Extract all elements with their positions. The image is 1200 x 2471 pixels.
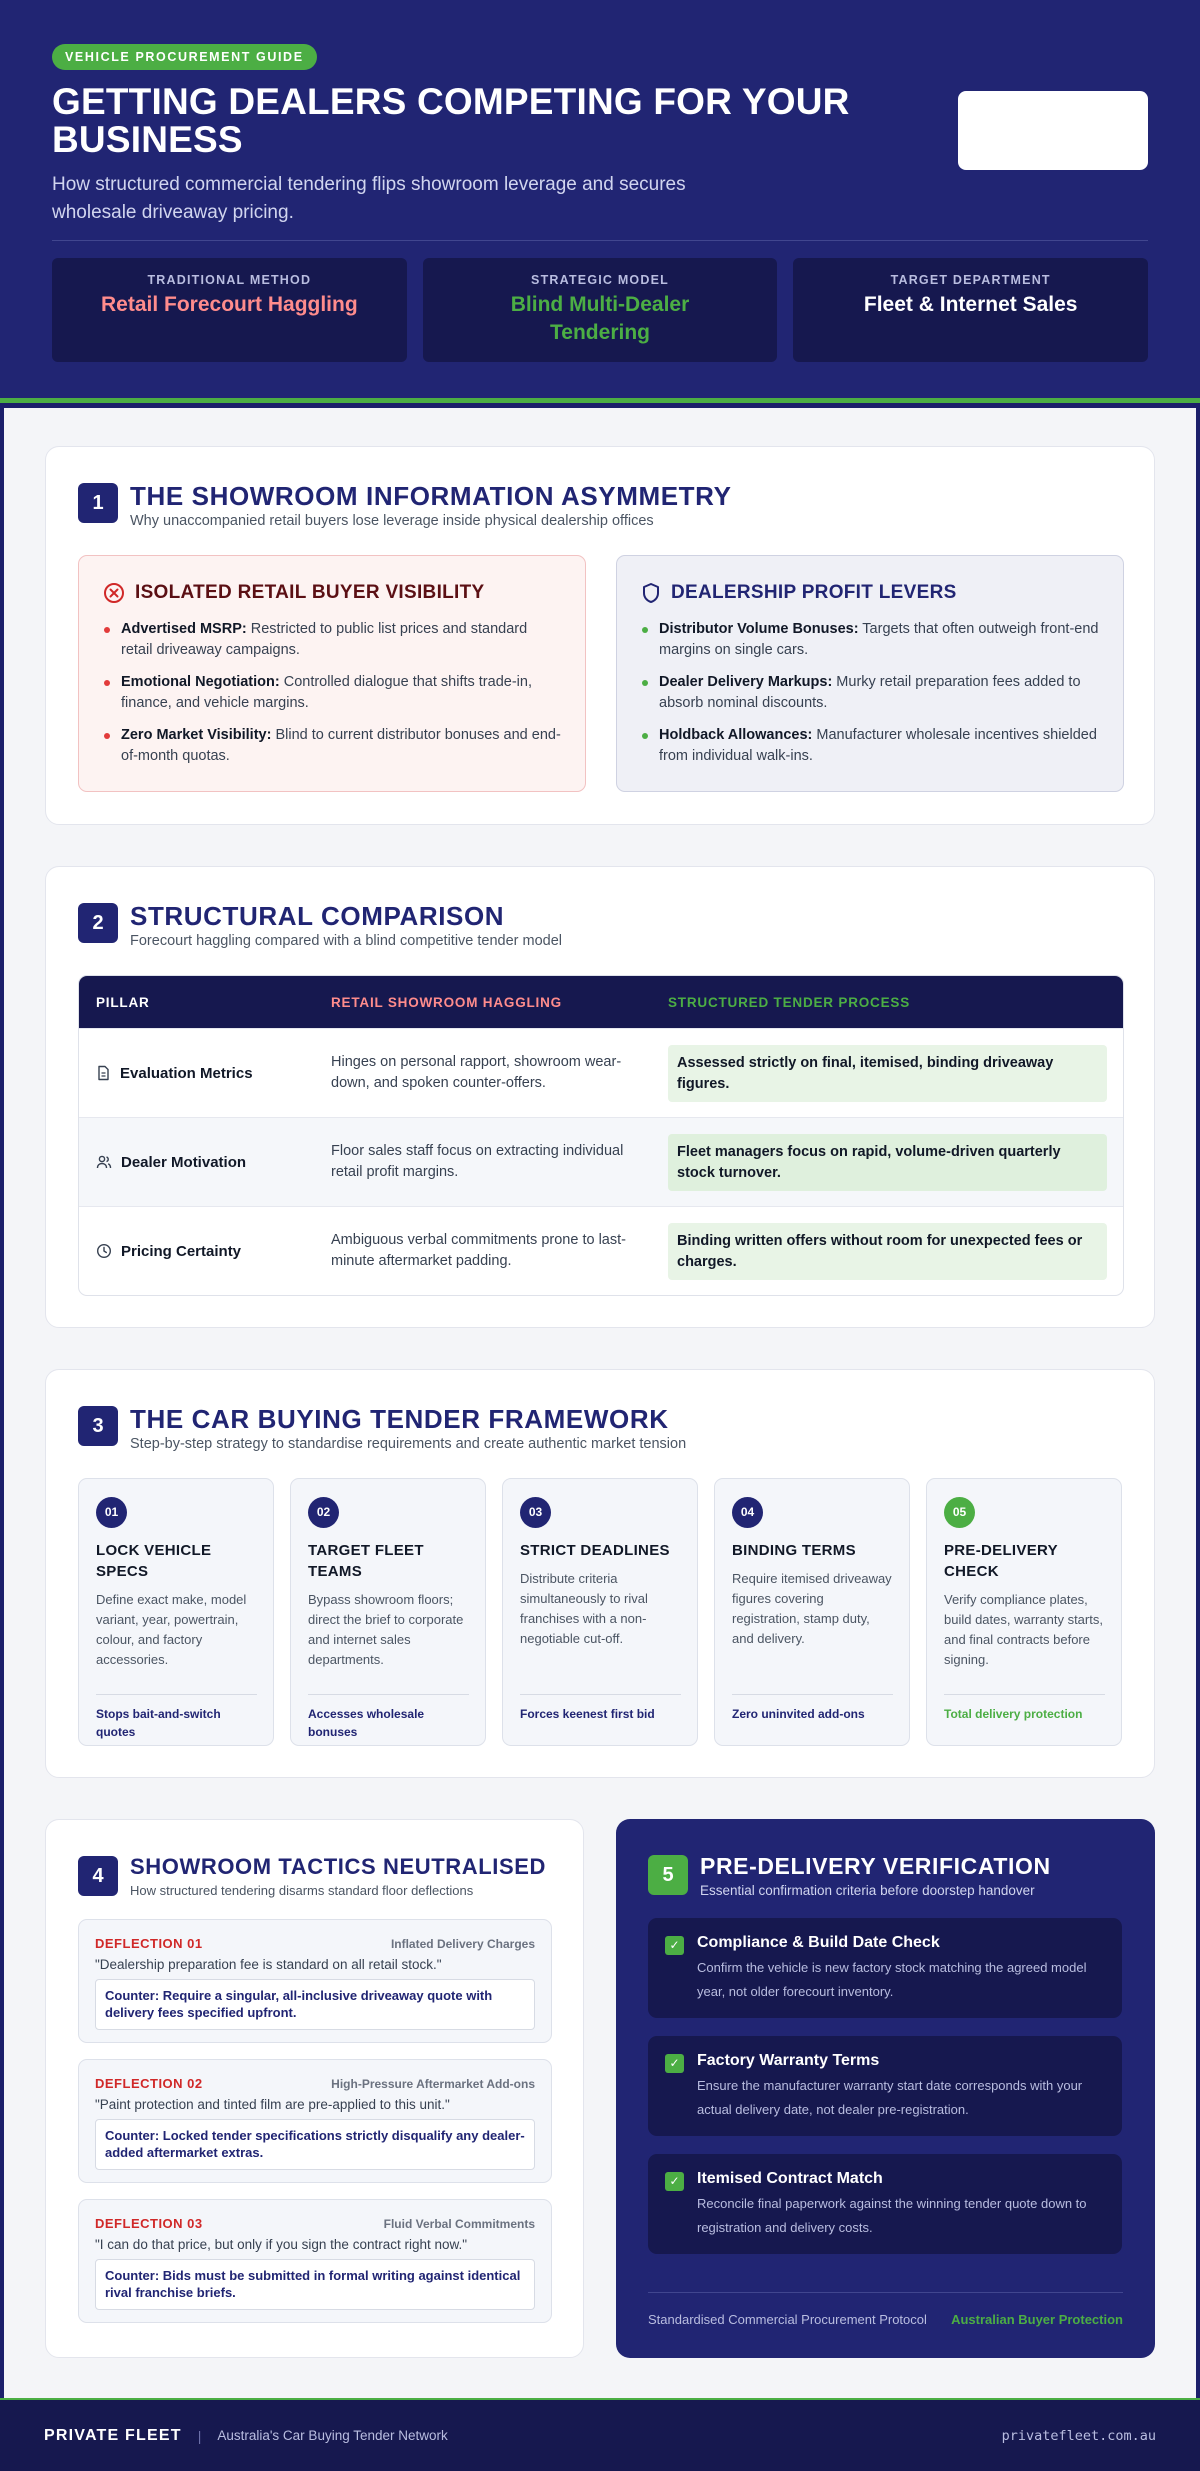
section-subtitle: Step-by-step strategy to standardise requirements and create authentic market tension (130, 1436, 687, 1452)
list-item: Holdback Allowances: Manufacturer wholesale incentives shielded from individual walk-ins. (641, 725, 1099, 767)
step-title: STRICT DEADLINES (520, 1542, 670, 1559)
check-icon: ✓ (665, 1936, 684, 1955)
divider (52, 240, 1148, 241)
list-item: Emotional Negotiation: Controlled dialogue that shifts trade-in, finance, and vehicle margins. (103, 672, 561, 714)
retail-cell: Floor sales staff focus on extracting individual retail profit margins. (331, 1143, 624, 1180)
check-icon: ✓ (665, 2172, 684, 2191)
step-number: 05 (944, 1497, 975, 1528)
column-header: STRUCTURED TENDER PROCESS (668, 994, 911, 1010)
verification-item (648, 2154, 1122, 2254)
deflection-tag: Inflated Delivery Charges (390, 1936, 535, 1951)
section-subtitle: Why unaccompanied retail buyers lose leverage inside physical dealership offices (130, 513, 654, 529)
step-card (290, 1478, 486, 1746)
logo-placeholder (958, 91, 1148, 170)
tender-cell: Assessed strictly on final, itemised, binding driveaway figures. (668, 1045, 1123, 1102)
verification-item (648, 2036, 1122, 2136)
protection-label: Australian Buyer Protection (951, 2312, 1123, 2327)
step-outcome: Zero uninvited add-ons (732, 1694, 893, 1723)
deflection-quote: "I can do that price, but only if you sign the contract right now." (95, 2237, 468, 2252)
brand-tagline: Australia's Car Buying Tender Network (217, 2428, 448, 2443)
section-subtitle: How structured tendering disarms standard floor deflections (130, 1883, 474, 1898)
deflection-quote: "Dealership preparation fee is standard on all retail stock." (95, 1957, 442, 1972)
step-outcome: Total delivery protection (944, 1694, 1105, 1723)
deflection-label: DEFLECTION 01 (95, 1936, 203, 1951)
retail-buyer-panel (78, 555, 586, 792)
main-content (4, 408, 1196, 2398)
pillar-cell: Pricing Certainty (79, 1243, 331, 1260)
panel-heading (103, 582, 561, 604)
deflection-tag: High-Pressure Aftermarket Add-ons (331, 2076, 535, 2091)
method-card-strategic (423, 258, 778, 362)
brand-name: PRIVATE FLEET (44, 2426, 182, 2444)
step-description: Bypass showroom floors; direct the brief to corporate and internet sales departments. (308, 1592, 464, 1667)
deflection-counter: Counter: Require a singular, all-inclusive driveaway quote with delivery fees specified upfront. (95, 1979, 535, 2030)
section-subtitle: Forecourt haggling compared with a blind competitive tender model (130, 933, 563, 949)
deflection-label: DEFLECTION 02 (95, 2076, 203, 2091)
pillar-cell: Evaluation Metrics (79, 1065, 331, 1082)
retail-cell: Hinges on personal rapport, showroom wear-down, and spoken counter-offers. (331, 1054, 622, 1091)
protocol-label: Standardised Commercial Procurement Protocol (648, 2312, 927, 2327)
step-title: PRE-DELIVERY CHECK (944, 1542, 1058, 1580)
table-header (79, 976, 1123, 1028)
section-title: SHOWROOM TACTICS NEUTRALISED (130, 1854, 547, 1879)
section-title: PRE-DELIVERY VERIFICATION (700, 1853, 1051, 1879)
deflection-card (78, 2199, 552, 2323)
list-item: Advertised MSRP: Restricted to public list prices and standard retail driveaway campaigns. (103, 619, 561, 661)
list-item: Distributor Volume Bonuses: Targets that often outweigh front-end margins on single cars. (641, 619, 1099, 661)
step-number: 01 (96, 1497, 127, 1528)
step-number: 02 (308, 1497, 339, 1528)
section-information-asymmetry (45, 446, 1155, 825)
step-outcome: Accesses wholesale bonuses (308, 1694, 469, 1741)
column-header: PILLAR (96, 994, 150, 1010)
section-tender-framework (45, 1369, 1155, 1778)
method-value: Retail Forecourt Haggling (100, 293, 358, 316)
verification-title: Factory Warranty Terms (697, 2052, 880, 2069)
framework-steps (78, 1478, 1122, 1746)
step-description: Verify compliance plates, build dates, warranty starts, and final contracts before signing. (944, 1592, 1103, 1667)
verification-description: Ensure the manufacturer warranty start date corresponds with your actual delivery date, not dealer pre-registration. (697, 2078, 1083, 2117)
method-cards (52, 258, 1148, 362)
deflection-tag: Fluid Verbal Commitments (383, 2216, 535, 2231)
verification-item (648, 1918, 1122, 2018)
step-outcome: Stops bait-and-switch quotes (96, 1694, 257, 1741)
step-card (502, 1478, 698, 1746)
divider (648, 2292, 1123, 2293)
clock-icon (96, 1243, 112, 1259)
section-number: 1 (78, 483, 118, 523)
hero-header (0, 0, 1200, 403)
method-value: Fleet & Internet Sales (863, 293, 1078, 316)
method-value: Blind Multi-Dealer Tendering (510, 293, 690, 344)
deflection-card (78, 2059, 552, 2183)
section-number: 4 (78, 1856, 118, 1896)
column-header: RETAIL SHOWROOM HAGGLING (331, 994, 562, 1010)
guide-badge: VEHICLE PROCUREMENT GUIDE (52, 44, 317, 70)
section-number: 5 (648, 1855, 688, 1895)
verification-description: Confirm the vehicle is new factory stock matching the agreed model year, not older forecourt inventory. (697, 1960, 1087, 1999)
step-description: Require itemised driveaway figures covering registration, stamp duty, and delivery. (732, 1571, 892, 1646)
comparison-table (78, 975, 1124, 1296)
section-title: THE CAR BUYING TENDER FRAMEWORK (130, 1404, 669, 1434)
table-row (79, 1206, 1123, 1295)
shield-icon (641, 582, 661, 604)
section-title: THE SHOWROOM INFORMATION ASYMMETRY (130, 481, 732, 511)
separator: | (197, 2427, 202, 2444)
verification-description: Reconcile final paperwork against the winning tender quote down to registration and delivery costs. (697, 2196, 1087, 2235)
section-number: 2 (78, 903, 118, 943)
deflection-card (78, 1919, 552, 2043)
step-card (926, 1478, 1122, 1746)
x-circle-icon (103, 582, 125, 604)
section-tactics-neutralised (45, 1819, 584, 2358)
step-card (714, 1478, 910, 1746)
table-row (79, 1028, 1123, 1117)
method-label: TRADITIONAL METHOD (147, 273, 312, 287)
section-title: STRUCTURAL COMPARISON (130, 901, 505, 931)
list-item: Dealer Delivery Markups: Murky retail preparation fees added to absorb nominal discounts. (641, 672, 1099, 714)
retail-buyer-list (103, 619, 561, 767)
section-number: 3 (78, 1406, 118, 1446)
tender-cell: Fleet managers focus on rapid, volume-driven quarterly stock turnover. (668, 1134, 1123, 1191)
users-icon (96, 1154, 112, 1170)
list-item: Zero Market Visibility: Blind to current distributor bonuses and end-of-month quotas. (103, 725, 561, 767)
step-card (78, 1478, 274, 1746)
tender-cell: Binding written offers without room for unexpected fees or charges. (668, 1223, 1123, 1280)
check-icon: ✓ (665, 2054, 684, 2073)
step-number: 03 (520, 1497, 551, 1528)
method-label: STRATEGIC MODEL (531, 273, 669, 287)
dealership-levers-panel (616, 555, 1124, 792)
page-title: GETTING DEALERS COMPETING FOR YOUR BUSINESS (52, 81, 850, 160)
step-description: Define exact make, model variant, year, powertrain, colour, and factory accessories. (96, 1592, 247, 1667)
step-number: 04 (732, 1497, 763, 1528)
method-card-target (793, 258, 1148, 362)
panel-title: DEALERSHIP PROFIT LEVERS (671, 582, 957, 603)
step-title: LOCK VEHICLE SPECS (96, 1542, 212, 1580)
step-outcome: Forces keenest first bid (520, 1694, 681, 1723)
document-icon (96, 1065, 111, 1081)
step-title: TARGET FLEET TEAMS (308, 1542, 424, 1580)
table-row (79, 1117, 1123, 1206)
step-title: BINDING TERMS (732, 1542, 856, 1559)
verification-title: Itemised Contract Match (697, 2170, 883, 2187)
pillar-cell: Dealer Motivation (79, 1154, 331, 1171)
section-pre-delivery-verification (616, 1819, 1155, 2358)
verification-footer (648, 2312, 1123, 2327)
page-footer (0, 2398, 1200, 2471)
website-link[interactable]: privatefleet.com.au (1001, 2427, 1156, 2444)
section-subtitle: Essential confirmation criteria before doorstep handover (700, 1883, 1035, 1898)
deflection-counter: Counter: Locked tender specifications strictly disqualify any dealer-added aftermarket extras. (95, 2119, 535, 2170)
dealership-levers-list (641, 619, 1099, 767)
deflection-counter: Counter: Bids must be submitted in formal writing against identical rival franchise briefs. (95, 2259, 535, 2310)
deflection-quote: "Paint protection and tinted film are pre-applied to this unit." (95, 2097, 450, 2112)
retail-cell: Ambiguous verbal commitments prone to last-minute aftermarket padding. (331, 1232, 626, 1269)
method-card-traditional (52, 258, 407, 362)
page-subtitle: How structured commercial tendering flips showroom leverage and secures wholesale driveaway pricing. (52, 174, 686, 223)
panel-heading (641, 582, 1099, 604)
step-description: Distribute criteria simultaneously to rival franchises with a non-negotiable cut-off. (520, 1571, 648, 1646)
deflection-label: DEFLECTION 03 (95, 2216, 203, 2231)
method-label: TARGET DEPARTMENT (890, 273, 1051, 287)
panel-title: ISOLATED RETAIL BUYER VISIBILITY (135, 582, 485, 603)
section-structural-comparison (45, 866, 1155, 1328)
verification-title: Compliance & Build Date Check (697, 1934, 940, 1951)
